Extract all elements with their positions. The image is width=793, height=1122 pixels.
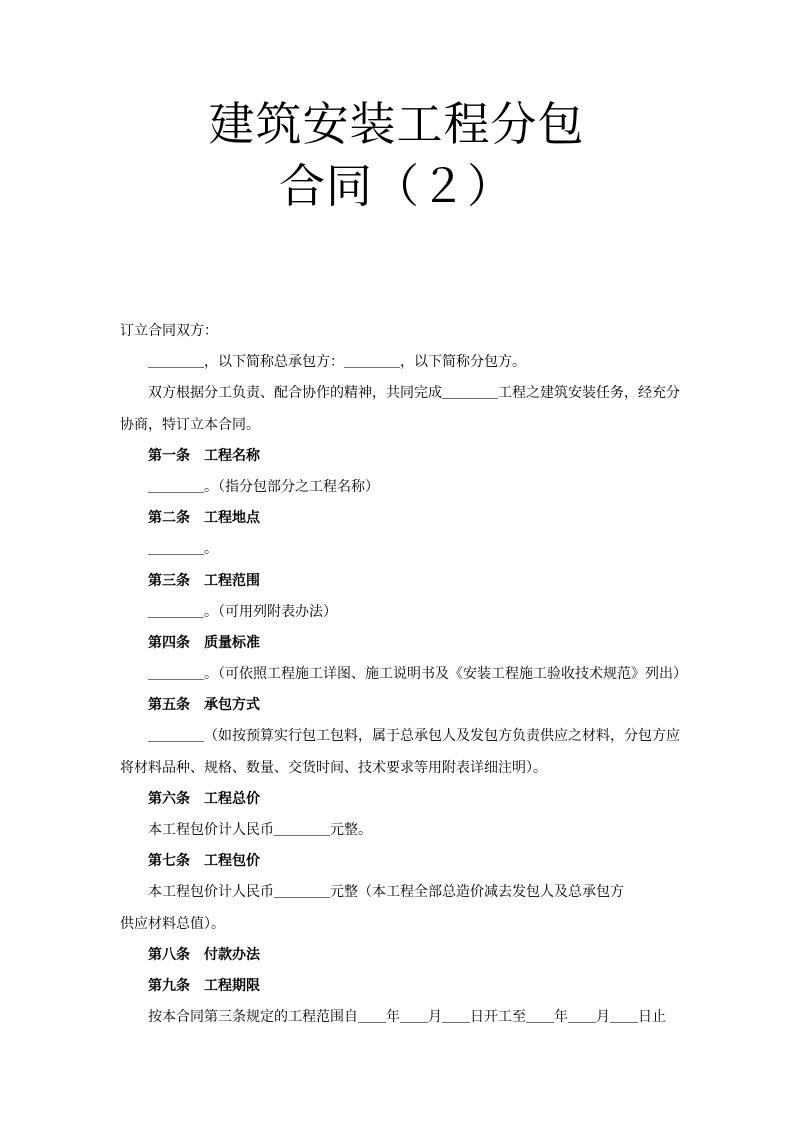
article-1-heading: 第一条 工程名称 (148, 447, 260, 464)
document-title-line-1: 建筑安装工程分包 (208, 97, 585, 151)
article-6-text: 本工程包价计人民币＿＿＿＿元整。 (148, 822, 372, 838)
article-5-heading: 第五条 承包方式 (148, 697, 260, 714)
article-8-heading: 第八条 付款办法 (148, 946, 260, 963)
article-6-heading: 第六条 工程总价 (148, 790, 260, 807)
article-2-heading: 第二条 工程地点 (148, 510, 260, 527)
article-4-text: ＿＿＿＿。（可依照工程施工详图、施工说明书及《安装工程施工验收技术规范》列出） (148, 666, 687, 683)
article-9-text: 按本合同第三条规定的工程范围自＿＿年＿＿月＿＿日开工至＿＿年＿＿月＿＿日止 (148, 1009, 666, 1026)
article-3-text: ＿＿＿＿。（可用列附表办法） (148, 603, 337, 620)
article-5-text-line-2: 将材料品种、规格、数量、交货时间、技术要求等用附表详细注明）。 (120, 759, 547, 776)
article-9-heading: 第九条 工程期限 (148, 977, 260, 994)
contract-body (120, 316, 687, 1033)
parties-heading: 订立合同双方： (120, 323, 218, 339)
article-2-text: ＿＿＿＿。 (148, 541, 218, 558)
article-7-heading: 第七条 工程包价 (148, 853, 260, 870)
article-7-text-line-1: 本工程包价计人民币＿＿＿＿元整（本工程全部总造价减去发包人及总承包方 (148, 884, 624, 901)
preamble-line-2: 协商，特订立本合同。 (120, 416, 260, 433)
article-7-text-line-2: 供应材料总值）。 (120, 915, 225, 932)
article-4-heading: 第四条 质量标准 (148, 634, 260, 651)
preamble-line-1: 双方根据分工负责、配合协作的精神，共同完成＿＿＿＿工程之建筑安装任务，经充分 (148, 385, 680, 402)
document-title-line-2: 合同（２） (279, 159, 514, 213)
article-5-text-line-1: ＿＿＿＿（如按预算实行包工包料，属于总承包人及发包方负责供应之材料，分包方应 (148, 728, 680, 745)
article-1-text: ＿＿＿＿。（指分包部分之工程名称） (148, 478, 379, 495)
article-3-heading: 第三条 工程范围 (148, 572, 260, 589)
parties-line: ＿＿＿＿，以下简称总承包方：＿＿＿＿，以下简称分包方。 (148, 354, 526, 371)
